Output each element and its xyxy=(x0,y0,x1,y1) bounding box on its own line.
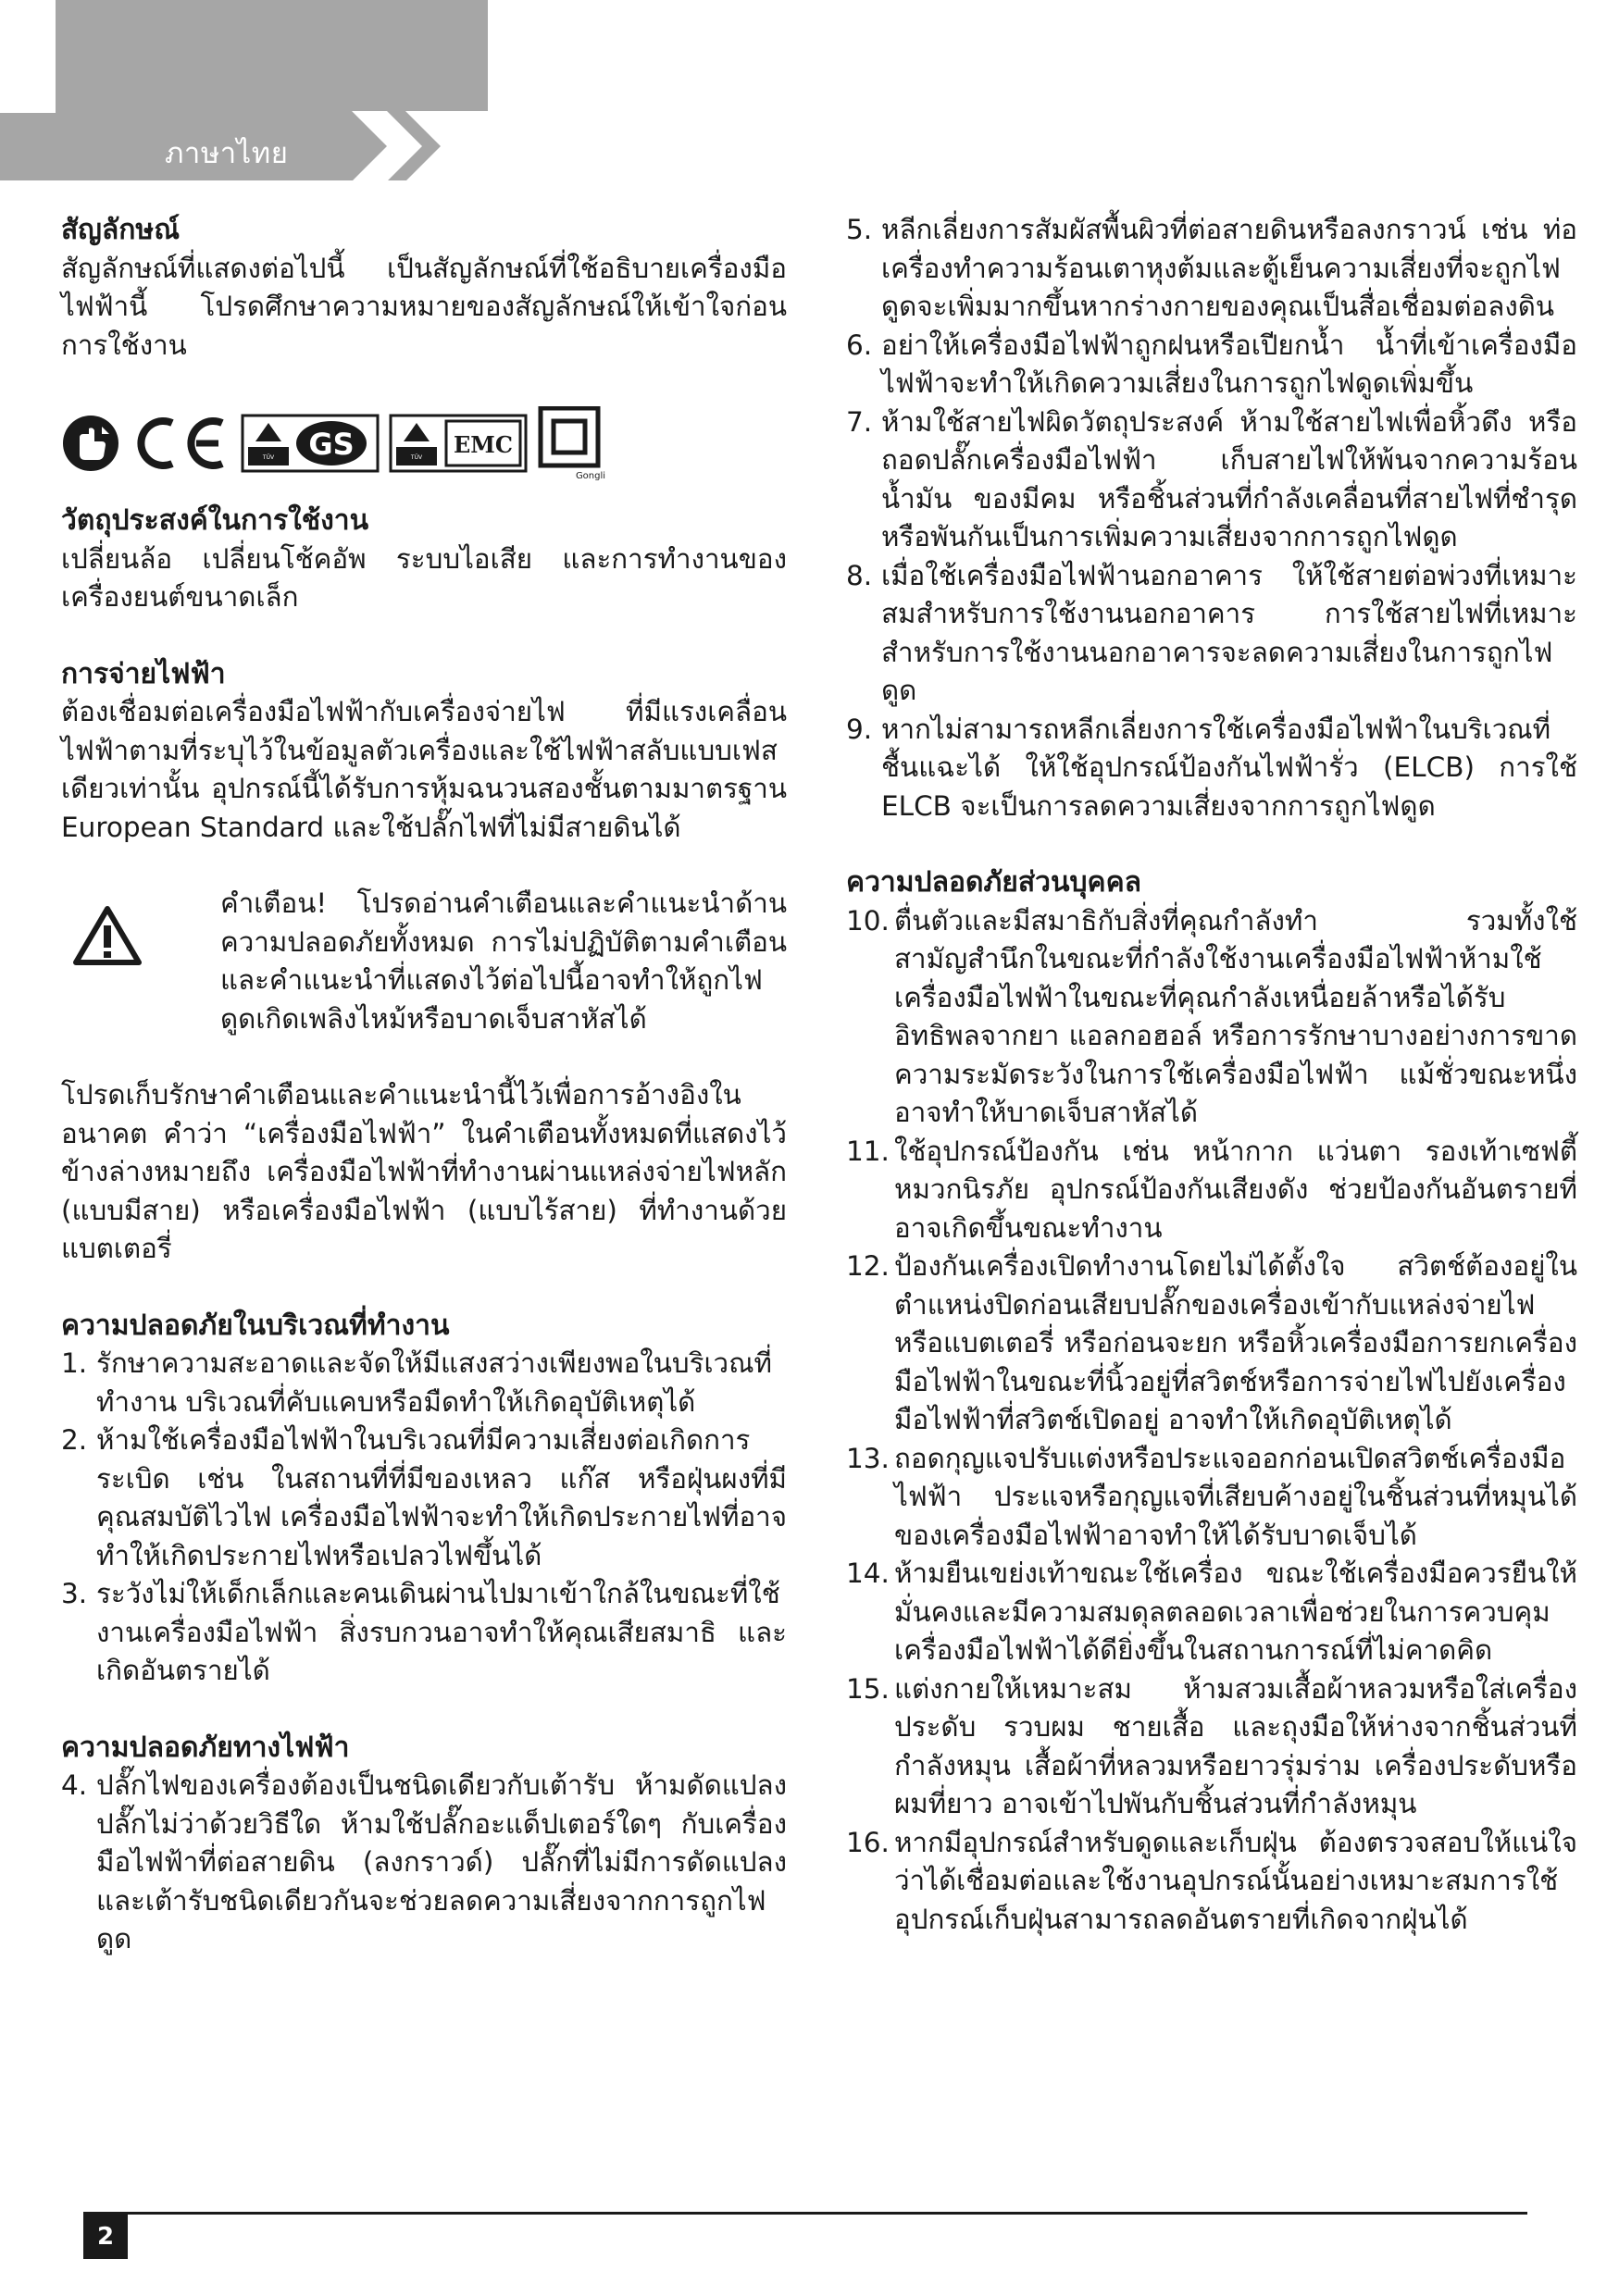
svg-text:TÜV: TÜV xyxy=(262,454,275,461)
list-item: 3. ระวังไม่ให้เด็กเล็กและคนเดินผ่านไปมาเข้าใกล้ในขณะที่ใช้งานเครื่องมือไฟฟ้า สิ่งรบกวนอาจทำให้คุณเสียสมาธิ และเกิดอันตรายได้ xyxy=(61,1578,787,1686)
warning-block xyxy=(61,885,787,1038)
double-insulation-icon xyxy=(537,406,607,480)
svg-text:TÜV: TÜV xyxy=(410,454,423,461)
warning-triangle-icon xyxy=(72,905,143,966)
ce-mark-icon xyxy=(130,414,231,473)
certification-symbols xyxy=(61,402,787,485)
list-item: 6. อย่าให้เครื่องมือไฟฟ้าถูกฝนหรือเปียกน้ำ น้ำที่เข้าเครื่องมือไฟฟ้าจะทำให้เกิดความเสี่ยงในการถูกไฟดูดเพิ่มขึ้น xyxy=(846,329,1577,399)
list-item: 9. หากไม่สามารถหลีกเลี่ยงการใช้เครื่องมือไฟฟ้าในบริเวณที่ชื้นแฉะได้ ให้ใช้อุปกรณ์ป้องกันไฟฟ้ารั่ว (ELCB) การใช้ ELCB จะเป็นการลดความเสี่ยงจากการถูกไฟดูด xyxy=(846,713,1577,822)
personal-safety-heading: ความปลอดภัยส่วนบุคคล xyxy=(846,866,1142,899)
tuv-emc-mark-icon xyxy=(389,414,528,473)
list-item: 1. รักษาความสะอาดและจัดให้มีแสงสว่างเพียงพอในบริเวณที่ทำงาน บริเวณที่คับแคบหรือมืดทำให้เกิดอุบัติเหตุได้ xyxy=(61,1347,772,1418)
tuv-gs-mark-icon xyxy=(241,414,380,473)
header-corner xyxy=(0,0,56,113)
list-item: 7. ห้ามใช้สายไฟผิดวัตถุประสงค์ ห้ามใช้สายไฟเพื่อหิ้วดึง หรือถอดปลั๊กเครื่องมือไฟฟ้า เก็บสายไฟให้พ้นจากความร้อน น้ำมัน ของมีคม หรือชิ้นส่วนที่กำลังเคลื่อนที่สายไฟที่ชำรุดหรือพันกันเป็นการเพิ่มความเสี่ยงจากการถูกไฟดูด xyxy=(846,405,1577,552)
warning-text: คำเตือน! โปรดอ่านคำเตือนและคำแนะนำด้านความปลอดภัยทั้งหมด การไม่ปฏิบัติตามคำเตือนและคำแนะนำที่แสดงไว้ต่อไปนี้อาจทำให้ถูกไฟดูดเกิดเพลิงไหม้หรือบาดเจ็บสาหัสได้ xyxy=(220,887,787,1035)
footer-rule xyxy=(83,2212,1527,2215)
list-item: 12. ป้องกันเครื่องเปิดทำงานโดยไม่ได้ตั้งใจ สวิตช์ต้องอยู่ในตำแหน่งปิดก่อนเสียบปลั๊กของเครื่องเข้ากับแหล่งจ่ายไฟหรือแบตเตอรี่ หรือก่อนจะยก หรือหิ้วเครื่องมือการยกเครื่องมือไฟฟ้าในขณะที่นิ้วอยู่ที่สวิตช์หรือการจ่ายไฟไปยังเครื่องมือไฟฟ้าที่สวิตช์เปิดอยู่ อาจทำให้เกิดอุบัติเหตุได้ xyxy=(846,1250,1577,1435)
list-item: 8. เมื่อใช้เครื่องมือไฟฟ้านอกอาคาร ให้ใช้สายต่อพ่วงที่เหมาะสมสำหรับการใช้งานนอกอาคาร การใช้สายไฟที่เหมาะสำหรับการใช้งานนอกอาคารจะลดความเสี่ยงในการถูกไฟดูด xyxy=(846,559,1577,706)
list-item: 15. แต่งกายให้เหมาะสม ห้ามสวมเสื้อผ้าหลวมหรือใส่เครื่องประดับ รวบผม ชายเสื้อ และถุงมือให้ห่างจากชิ้นส่วนที่กำลังหมุน เสื้อผ้าที่หลวมหรือยาวรุ่มร่าม เครื่องประดับหรือผมที่ยาว อาจเข้าไปพันกับชิ้นส่วนที่กำลังหมุน xyxy=(846,1672,1577,1819)
ce-lettering: CE xyxy=(130,414,131,415)
gongli-label: Gongli xyxy=(575,471,606,480)
right-column xyxy=(846,211,1577,1939)
power-text: ต้องเชื่อมต่อเครื่องมือไฟฟ้ากับเครื่องจ่ายไฟ ที่มีแรงเคลื่อนไฟฟ้าตามที่ระบุไว้ในข้อมูลตัวเครื่องและใช้ไฟฟ้าสลับแบบเฟสเดียวเท่านั้น อุปกรณ์นี้ได้รับการหุ้มฉนวนสองชั้นตามมาตรฐาน European Standard และใช้ปลั๊กไฟที่ไม่มีสายดินได้ xyxy=(61,696,787,843)
left-column xyxy=(61,211,787,1959)
list-item: 4. ปลั๊กไฟของเครื่องต้องเป็นชนิดเดียวกับเต้ารับ ห้ามดัดแปลงปลั๊กไม่ว่าด้วยวิธีใด ห้ามใช้ปลั๊กอะแด็ปเตอร์ใดๆ กับเครื่องมือไฟฟ้าที่ต่อสายดิน (ลงกราวด์) ปลั๊กที่ไม่มีการดัดแปลงและเต้ารับชนิดเดียวกันจะช่วยลดความเสี่ยงจากการถูกไฟดูด xyxy=(61,1769,787,1955)
list-item: 13. ถอดกุญแจปรับแต่งหรือประแจออกก่อนเปิดสวิตช์เครื่องมือไฟฟ้า ประแจหรือกุญแจที่เสียบค้างอยู่ในชิ้นส่วนที่หมุนได้ของเครื่องมือไฟฟ้าอาจทำให้ได้รับบาดเจ็บได้ xyxy=(846,1442,1577,1551)
purpose-text: เปลี่ยนล้อ เปลี่ยนโช้คอัพ ระบบไอเสีย และการทำงานของเครื่องยนต์ขนาดเล็ก xyxy=(61,542,787,613)
purpose-heading: วัตถุประสงค์ในการใช้งาน xyxy=(61,504,369,537)
list-item: 16. หากมีอุปกรณ์สำหรับดูดและเก็บฝุ่น ต้องตรวจสอบให้แน่ใจว่าได้เชื่อมต่อและใช้งานอุปกรณ์นั้นอย่างเหมาะสมการใช้อุปกรณ์เก็บฝุ่นสามารถลดอันตรายที่เกิดจากฝุ่นได้ xyxy=(846,1826,1577,1935)
symbols-text: สัญลักษณ์ที่แสดงต่อไปนี้ เป็นสัญลักษณ์ที่ใช้อธิบายเครื่องมือไฟฟ้านี้ โปรดศึกษาความหมายของสัญลักษณ์ให้เข้าใจก่อนการใช้งาน xyxy=(61,252,787,361)
list-item: 10. ตื่นตัวและมีสมาธิกับสิ่งที่คุณกำลังทำ รวมทั้งใช้สามัญสำนึกในขณะที่กำลังใช้งานเครื่องมือไฟฟ้าห้ามใช้เครื่องมือไฟฟ้าในขณะที่คุณกำลังเหนื่อยล้าหรือได้รับอิทธิพลจากยา แอลกอฮอล์ หรือการรักษาบางอย่างการขาดความระมัดระวังในการใช้เครื่องมือไฟฟ้า แม้ชั่วขณะหนึ่งอาจทำให้บาดเจ็บสาหัสได้ xyxy=(846,904,1577,1128)
list-item: 5. หลีกเลี่ยงการสัมผัสพื้นผิวที่ต่อสายดินหรือลงกราวน์ เช่น ท่อเครื่องทำความร้อนเตาหุงต้มและตู้เย็นความเสี่ยงที่จะถูกไฟดูดจะเพิ่มมากขึ้นหากร่างกายของคุณเป็นสื่อเชื่อมต่อลงดิน xyxy=(846,214,1577,322)
power-heading: การจ่ายไฟฟ้า xyxy=(61,657,226,690)
electrical-heading: ความปลอดภัยทางไฟฟ้า xyxy=(61,1731,350,1764)
page-number: 2 xyxy=(83,2215,128,2259)
symbols-heading: สัญลักษณ์ xyxy=(61,214,181,246)
recycle-hand-icon xyxy=(61,414,120,473)
svg-text:GS: GS xyxy=(308,427,355,462)
work-area-heading: ความปลอดภัยในบริเวณที่ทำงาน xyxy=(61,1309,450,1342)
list-item: 11. ใช้อุปกรณ์ป้องกัน เช่น หน้ากาก แว่นตา รองเท้าเซฟตี้ หมวกนิรภัย อุปกรณ์ป้องกันเสียงดัง ช่วยป้องกันอันตรายที่อาจเกิดขึ้นขณะทำงาน xyxy=(846,1135,1577,1244)
header-stripes xyxy=(352,111,491,181)
language-label: ภาษาไทย xyxy=(165,137,289,170)
list-item: 14. ห้ามยืนเขย่งเท้าขณะใช้เครื่อง ขณะใช้เครื่องมือควรยืนให้มั่นคงและมีความสมดุลตลอดเวลาเพื่อช่วยในการควบคุมเครื่องมือไฟฟ้าได้ดียิ่งขึ้นในสถานการณ์ที่ไม่คาดคิด xyxy=(846,1558,1577,1666)
svg-text:EMC: EMC xyxy=(454,431,513,458)
list-item: 2. ห้ามใช้เครื่องมือไฟฟ้าในบริเวณที่มีความเสี่ยงต่อเกิดการระเบิด เช่น ในสถานที่ที่มีของเหลว แก๊ส หรือฝุ่นผงที่มีคุณสมบัติไวไฟ เครื่องมือไฟฟ้าจะทำให้เกิดประกายไฟที่อาจทำให้เกิดประกายไฟหรือเปลวไฟขึ้นได้ xyxy=(61,1424,788,1571)
keep-instructions-text: โปรดเก็บรักษาคำเตือนและคำแนะนำนี้ไว้เพื่อการอ้างอิงในอนาคต คำว่า “เครื่องมือไฟฟ้า” ในคำเตือนทั้งหมดที่แสดงไว้ข้างล่างหมายถึง เครื่องมือไฟฟ้าที่ทำงานผ่านแหล่งจ่ายไฟหลัก (แบบมีสาย) หรือเครื่องมือไฟฟ้า (แบบไร้สาย) ที่ทำงานด้วยแบตเตอรี่ xyxy=(61,1079,787,1264)
